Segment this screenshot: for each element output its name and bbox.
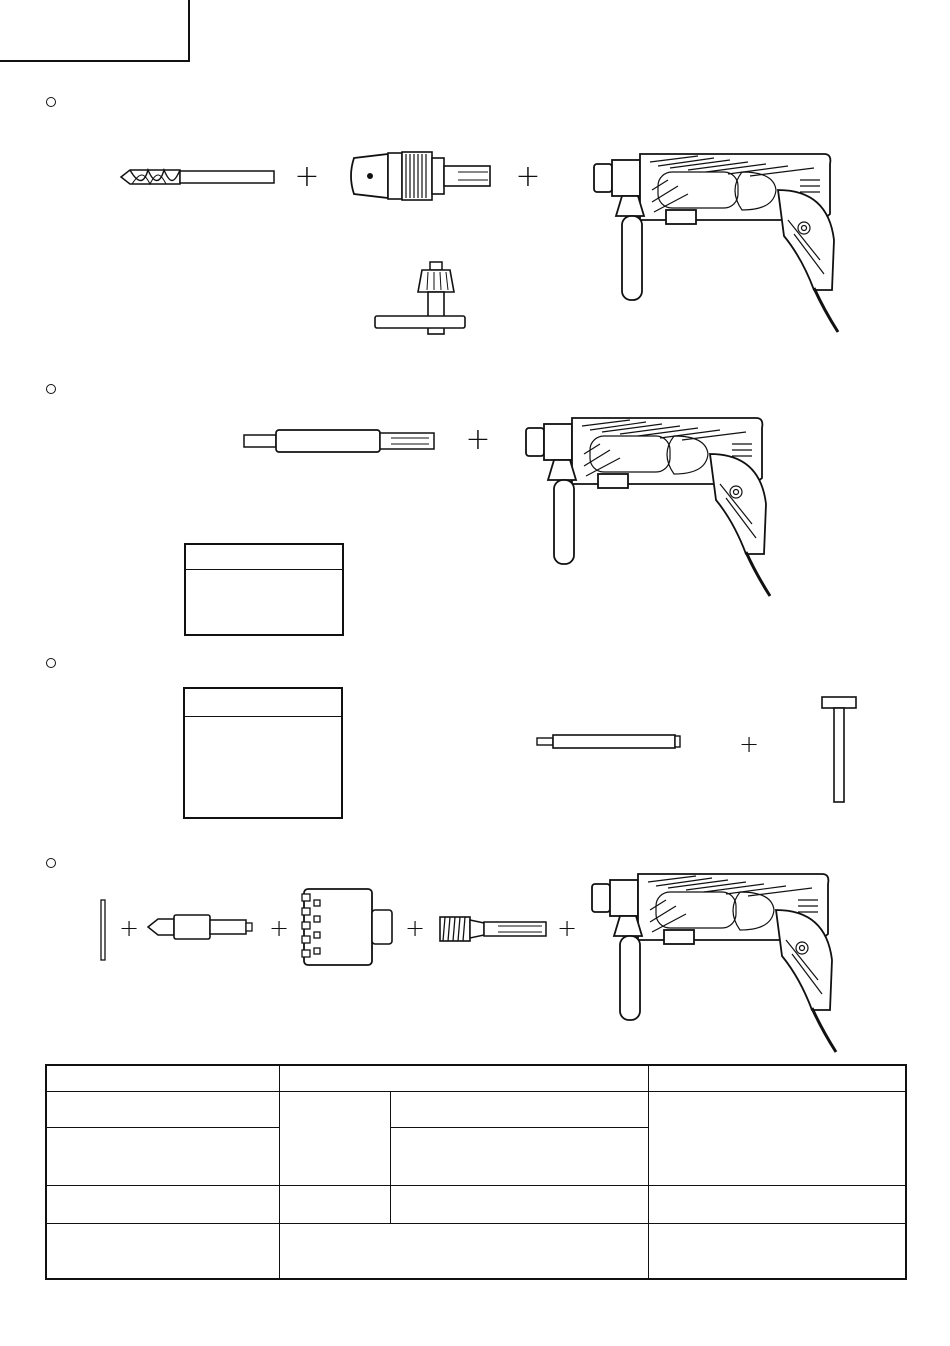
section-3-bullet [46,658,56,668]
table-cell [46,1065,279,1091]
table-cell [648,1091,906,1185]
spec-table [45,1064,907,1280]
table-cell [390,1127,648,1185]
table-cell [390,1185,648,1223]
plus-sign: + [556,914,578,942]
table-cell [279,1091,390,1185]
setting-tool-icon [243,428,438,454]
section-1-bullet [46,97,56,107]
core-bit-icon [300,886,396,968]
box-header-divider [185,716,341,717]
chisel-info-box [183,687,343,819]
table-cell [46,1223,279,1279]
table-cell [46,1127,279,1185]
table-header-row [46,1065,906,1091]
center-pin-icon [146,914,256,940]
table-row [46,1091,906,1127]
table-cell [279,1223,648,1279]
plus-sign: + [515,159,541,194]
drill-bit-icon [118,166,278,188]
table-cell [279,1065,648,1091]
chuck-adapter-icon [348,148,494,204]
table-cell [648,1065,906,1091]
table-row [46,1185,906,1223]
shank-adapter-icon [438,914,550,944]
box-header-divider [186,569,342,570]
table-cell [390,1091,648,1127]
plus-sign: + [268,914,290,942]
table-row [46,1223,906,1279]
rotary-hammer-icon [586,870,844,1056]
setting-rod-icon [536,733,682,751]
table-cell [46,1185,279,1223]
page-tab-box [0,0,190,62]
section-4-bullet [46,858,56,868]
guide-plate-icon [99,898,109,962]
hammer-icon [820,694,860,806]
section-2-bullet [46,384,56,394]
table-cell [46,1091,279,1127]
anchor-info-box [184,543,344,636]
plus-sign: + [118,914,140,942]
table-cell [648,1223,906,1279]
table-cell [648,1185,906,1223]
plus-sign: + [465,422,491,457]
table-cell [279,1185,390,1223]
plus-sign: + [738,730,760,758]
rotary-hammer-icon [588,150,846,336]
chuck-key-icon [372,262,468,338]
plus-sign: + [404,914,426,942]
rotary-hammer-icon [520,414,778,600]
plus-sign: + [294,159,320,194]
